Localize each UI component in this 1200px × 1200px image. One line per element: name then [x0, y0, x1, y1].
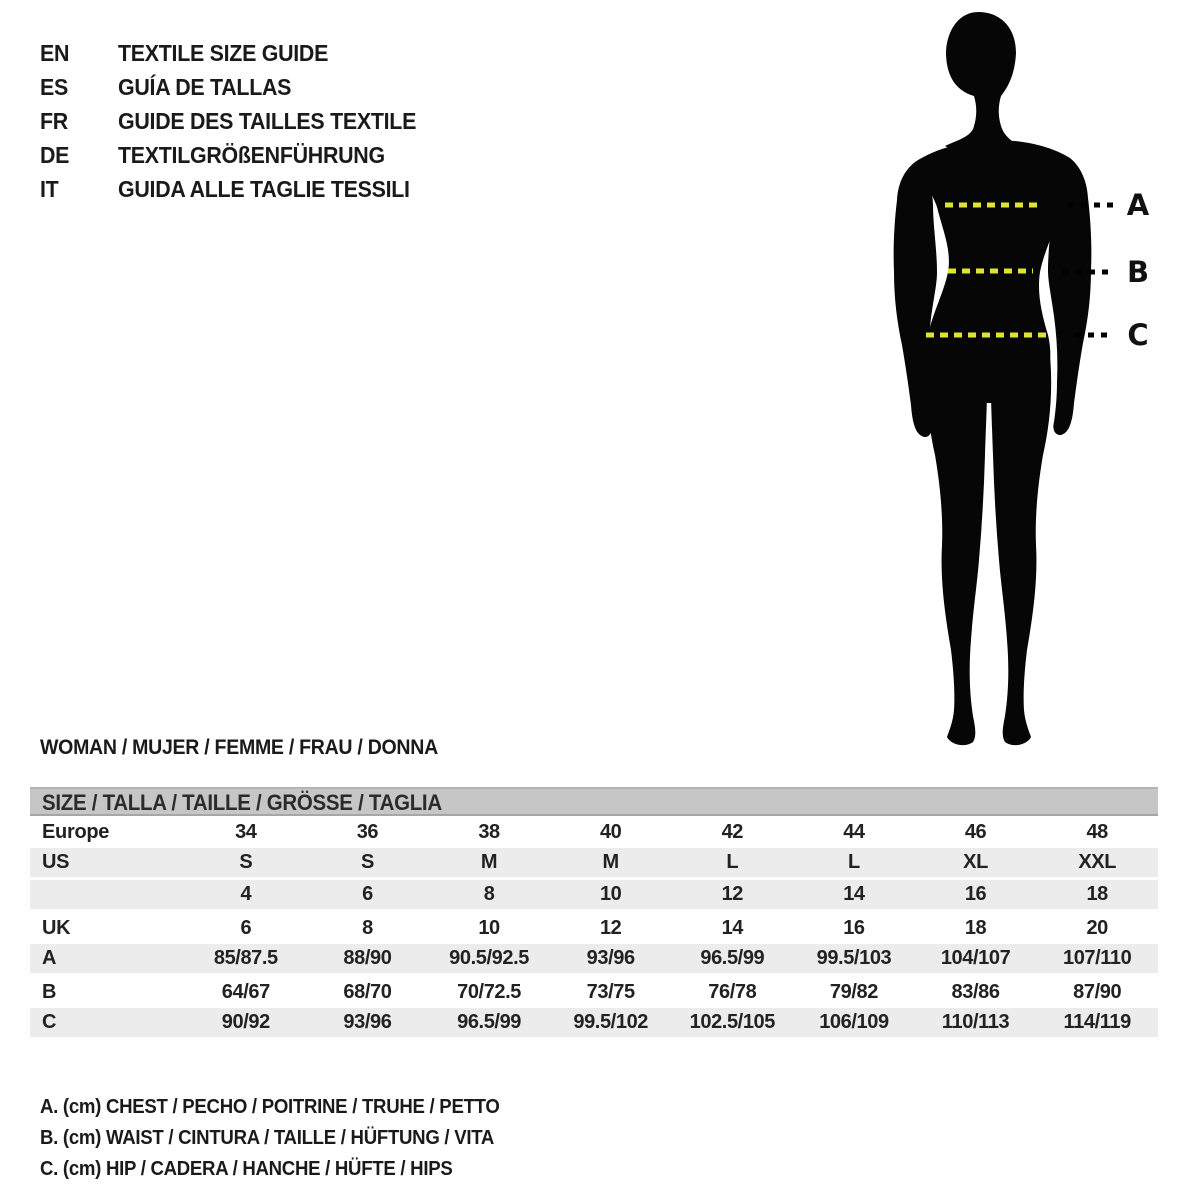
size-value: 64/67 — [221, 980, 270, 1003]
size-value: 85/87.5 — [213, 947, 278, 969]
row-label: C — [42, 1011, 57, 1033]
size-value: XXL — [1078, 851, 1117, 873]
language-code: IT — [40, 176, 59, 202]
table-row — [30, 976, 1158, 1008]
size-value: M — [480, 851, 498, 873]
legend-line: B. (cm) WAIST / CINTURA / TAILLE / HÜFTUNG / VITA — [40, 1127, 495, 1149]
size-value: 18 — [1086, 883, 1108, 905]
size-value: 14 — [721, 916, 744, 939]
woman-silhouette-figure — [860, 0, 1200, 760]
table-row — [30, 848, 1158, 880]
language-code: DE — [40, 142, 70, 168]
row-label: B — [42, 980, 57, 1003]
size-value: 114/119 — [1063, 1011, 1131, 1033]
size-value: 18 — [964, 916, 987, 939]
size-value: 106/109 — [819, 1011, 889, 1033]
table-row — [30, 1008, 1158, 1040]
language-title: GUIDA ALLE TAGLIE TESSILI — [118, 176, 410, 202]
size-value: 38 — [478, 820, 500, 843]
size-value: 8 — [483, 883, 495, 905]
row-label: Europe — [42, 820, 110, 843]
size-value: 20 — [1086, 916, 1108, 939]
size-value: 99.5/103 — [816, 947, 892, 969]
size-value: S — [239, 851, 253, 873]
size-value: L — [726, 851, 739, 873]
size-value: 110/113 — [941, 1011, 1010, 1033]
size-value: S — [360, 851, 374, 873]
language-code: ES — [40, 74, 68, 100]
size-value: 107/110 — [1062, 947, 1132, 969]
size-table-rows — [30, 816, 1158, 1040]
size-value: 102.5/105 — [689, 1011, 775, 1033]
size-value: 46 — [964, 820, 987, 843]
size-value: 79/82 — [829, 980, 878, 1003]
size-value: 70/72.5 — [457, 980, 522, 1003]
size-value: 8 — [362, 916, 373, 939]
size-value: 44 — [843, 820, 865, 843]
size-table-header — [30, 787, 1158, 816]
size-value: 96.5/99 — [457, 1011, 522, 1033]
language-code: FR — [40, 108, 68, 134]
language-title: TEXTILGRÖßENFÜHRUNG — [118, 142, 385, 168]
size-value: 48 — [1086, 820, 1108, 843]
row-label: A — [42, 947, 57, 969]
language-list — [40, 36, 439, 206]
size-value: 93/96 — [586, 947, 635, 969]
size-value: 12 — [599, 916, 622, 939]
language-row — [40, 36, 439, 70]
size-value: 104/107 — [940, 947, 1011, 969]
language-title: GUIDE DES TAILLES TEXTILE — [118, 108, 417, 134]
size-table-header-label: SIZE / TALLA / TAILLE / GRÖSSE / TAGLIA — [42, 790, 442, 815]
table-row — [30, 816, 1158, 848]
size-value: 34 — [235, 820, 257, 843]
measure-label-B: B — [1126, 255, 1150, 289]
language-row — [40, 138, 439, 172]
legend — [40, 1092, 534, 1185]
size-value: 90.5/92.5 — [449, 947, 529, 969]
measure-label-A: A — [1126, 188, 1150, 222]
size-value: 6 — [362, 883, 373, 905]
size-value: 87/90 — [1073, 980, 1122, 1003]
table-row — [30, 912, 1158, 944]
size-value: 36 — [356, 820, 379, 843]
legend-line: A. (cm) CHEST / PECHO / POITRINE / TRUHE / PETTO — [40, 1096, 500, 1118]
language-title: TEXTILE SIZE GUIDE — [118, 40, 329, 66]
size-value: 40 — [599, 820, 622, 843]
size-value: XL — [963, 851, 988, 873]
table-row — [30, 880, 1158, 912]
size-value: 93/96 — [343, 1011, 392, 1033]
language-row — [40, 172, 439, 206]
size-value: 73/75 — [586, 980, 635, 1003]
size-value: L — [848, 851, 860, 873]
size-value: 42 — [721, 820, 744, 843]
section-title: WOMAN / MUJER / FEMME / FRAU / DONNA — [40, 736, 438, 759]
language-title: GUÍA DE TALLAS — [118, 74, 292, 100]
size-table — [30, 787, 1158, 1040]
language-code: EN — [40, 40, 70, 66]
size-value: 6 — [240, 916, 252, 939]
language-row — [40, 104, 439, 138]
row-label: UK — [42, 916, 71, 939]
size-value: 96.5/99 — [700, 947, 765, 969]
measure-label-C: C — [1127, 318, 1149, 352]
size-value: 99.5/102 — [573, 1011, 649, 1033]
size-value: 16 — [964, 883, 987, 905]
woman-silhouette — [894, 12, 1092, 745]
size-value: 68/70 — [343, 980, 392, 1003]
table-row — [30, 944, 1158, 976]
size-value: M — [602, 851, 619, 873]
legend-line: C. (cm) HIP / CADERA / HANCHE / HÜFTE / HIPS — [40, 1158, 453, 1180]
size-value: 12 — [721, 883, 744, 905]
size-value: 10 — [599, 883, 622, 905]
size-value: 10 — [478, 916, 500, 939]
language-row — [40, 70, 439, 104]
size-value: 88/90 — [343, 947, 392, 969]
row-label: US — [42, 851, 70, 873]
size-value: 4 — [240, 883, 252, 905]
size-value: 76/78 — [708, 980, 757, 1003]
size-value: 83/86 — [951, 980, 1000, 1003]
size-value: 16 — [843, 916, 865, 939]
size-value: 90/92 — [221, 1011, 270, 1033]
size-value: 14 — [843, 883, 865, 905]
